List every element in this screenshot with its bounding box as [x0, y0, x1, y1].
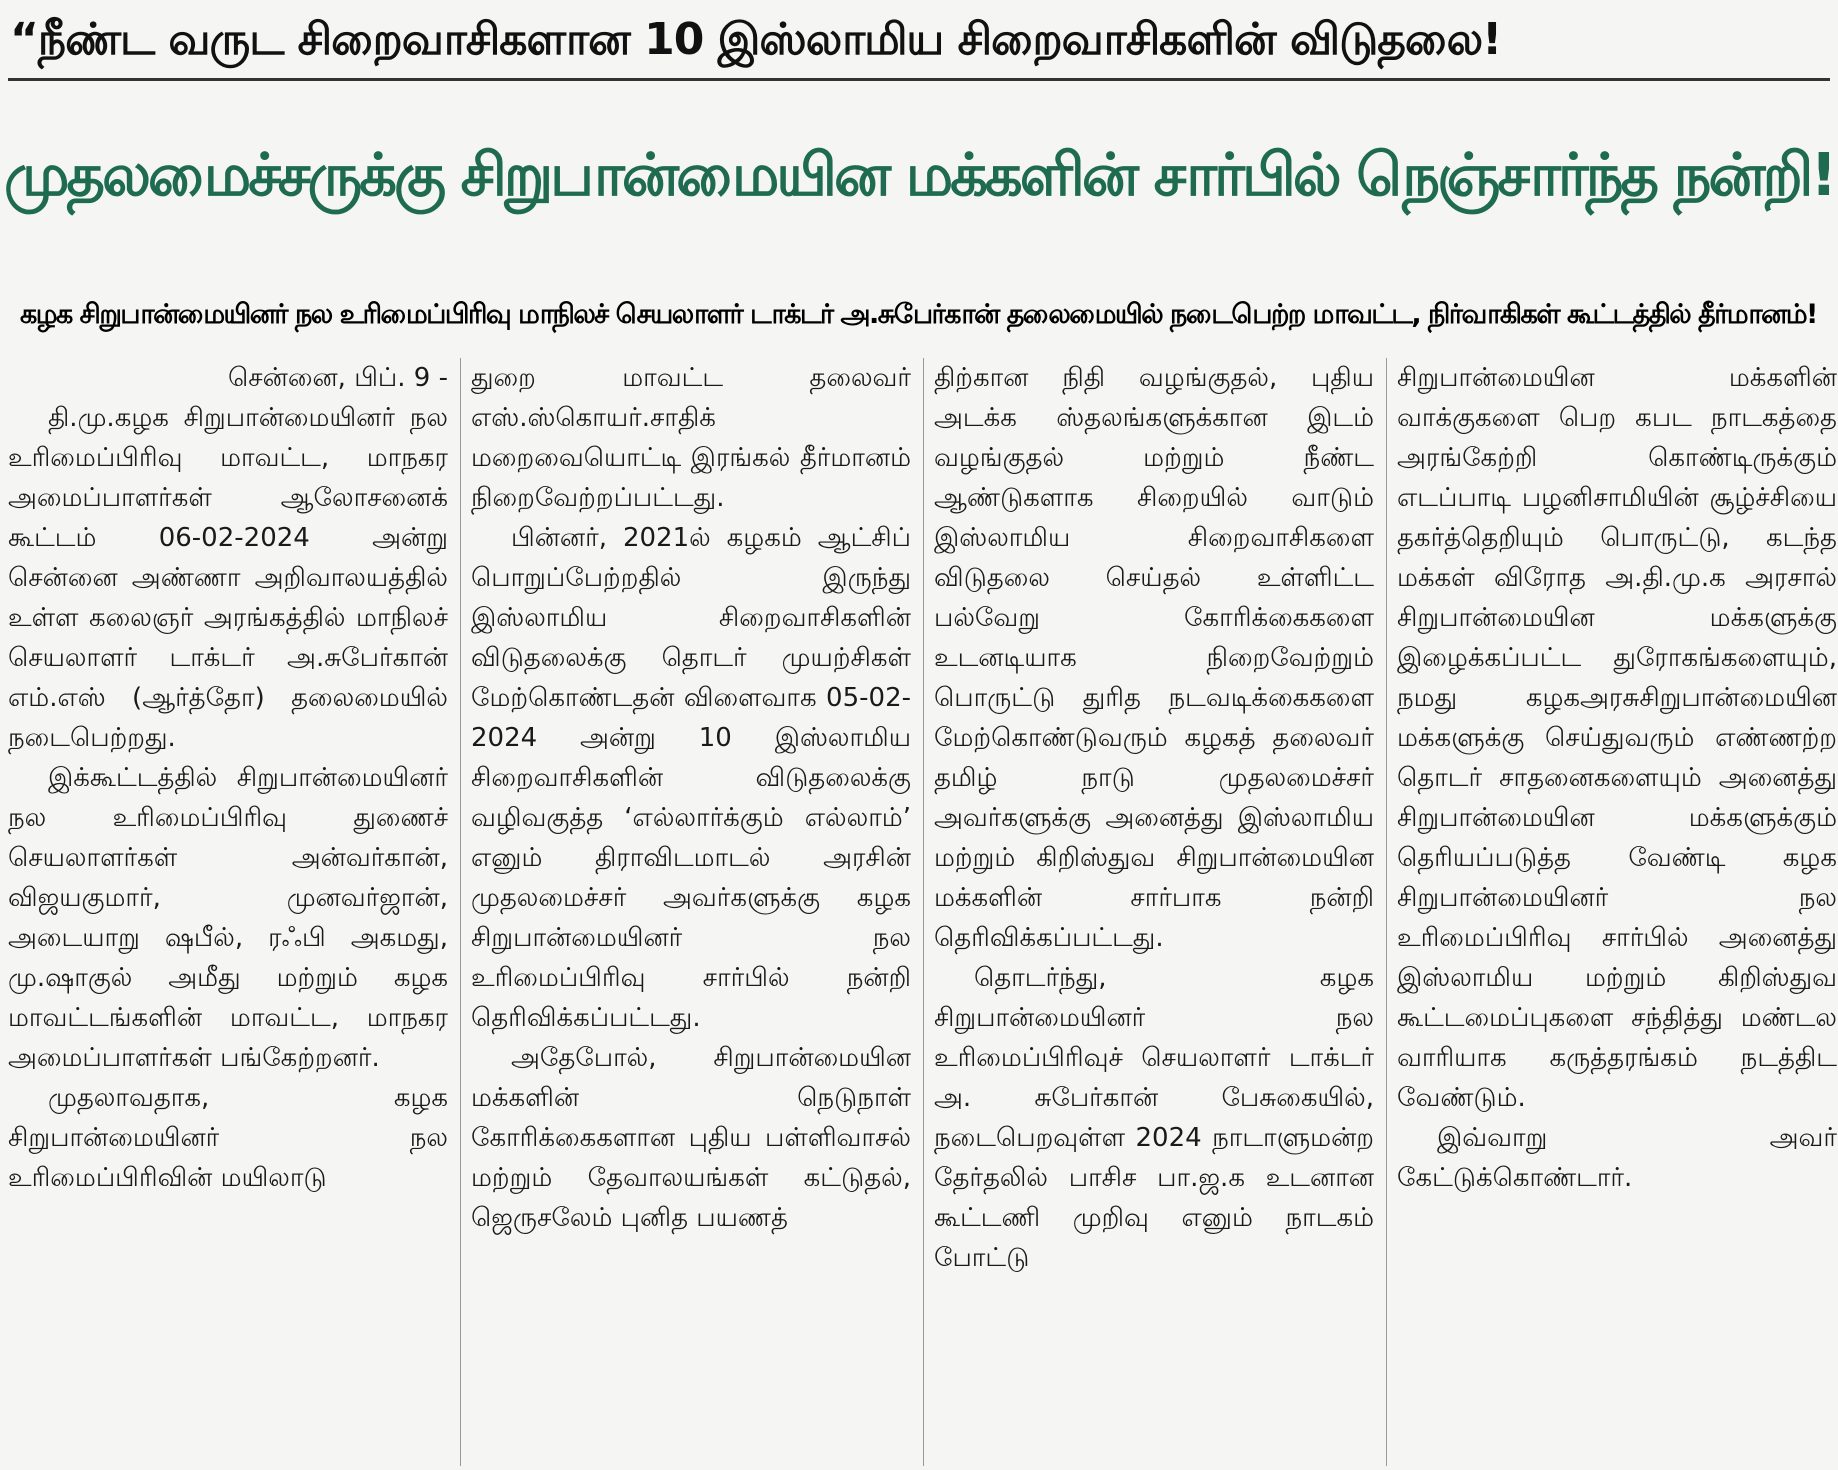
column-divider: [1386, 358, 1387, 1466]
paragraph: தி.மு.கழக சிறுபான்மையினர் நல உரிமைப்பிரிவு மாவட்ட, மாநகர அமைப்பாளர்கள் ஆலோசனைக் கூட்டம் 06-02-2024 அன்று சென்னை அண்ணா அறிவாலயத்தில் உள்ள கலைஞர் அரங்கத்தில் மாநிலச் செயலாளர் டாக்டர் அ.சுபேர்கான் எம்.எஸ் (ஆர்த்தோ) தலைமையில் நடைபெற்றது.: [8, 403, 448, 753]
sub-headline: கழக சிறுபான்மையினர் நல உரிமைப்பிரிவு மாநிலச் செயலாளர் டாக்டர் அ.சுபேர்கான் தலைமையில் நடைபெற்ற மாவட்ட, நிர்வாகிகள் கூட்டத்தில் தீர்மானம்!: [20, 299, 1817, 330]
article-column-2: [471, 358, 911, 1466]
column-divider: [460, 358, 461, 1466]
dateline: சென்னை, பிப். 9 -: [228, 363, 448, 393]
kicker-rule: [8, 78, 1830, 81]
paragraph: பின்னர், 2021ல் கழகம் ஆட்சிப் பொறுப்பேற்றதில் இருந்து இஸ்லாமிய சிறைவாசிகளின் விடுதலைக்கு தொடர் முயற்சிகள் மேற்கொண்டதன் விளைவாக 05-02-2024 அன்று 10 இஸ்லாமிய சிறைவாசிகளின் விடுதலைக்கு வழிவகுத்த ‘எல்லார்க்கும் எல்லாம்’ எனும் திராவிடமாடல் அரசின் முதலமைச்சர் அவர்களுக்கு கழக சிறுபான்மையினர் நல உரிமைப்பிரிவு சார்பில் நன்றி தெரிவிக்கப்பட்டது.: [471, 523, 911, 1033]
paragraph: துறை மாவட்ட தலைவர் எஸ்.ஸ்கொயர்.சாதிக் மறைவையொட்டி இரங்கல் தீர்மானம் நிறைவேற்றப்பட்டது.: [471, 363, 911, 513]
paragraph: தொடர்ந்து, கழக சிறுபான்மையினர் நல உரிமைப்பிரிவுச் செயலாளர் டாக்டர் அ. சுபேர்கான் பேசுகையில், நடைபெறவுள்ள 2024 நாடாளுமன்ற தேர்தலில் பாசிச பா.ஜ.க உடனான கூட்டணி முறிவு எனும் நாடகம் போட்டு: [934, 963, 1374, 1273]
article-body: [8, 358, 1837, 1466]
kicker-headline: “நீண்ட வருட சிறைவாசிகளான 10 இஸ்லாமிய சிறைவாசிகளின் விடுதலை!: [10, 14, 1502, 65]
paragraph: அதேபோல், சிறுபான்மையின மக்களின் நெடுநாள் கோரிக்கைகளான புதிய பள்ளிவாசல் மற்றும் தேவாலயங்கள் கட்டுதல், ஜெருசலேம் புனித பயணத்: [471, 1043, 911, 1233]
paragraph: திற்கான நிதி வழங்குதல், புதிய அடக்க ஸ்தலங்களுக்கான இடம் வழங்குதல் மற்றும் நீண்ட ஆண்டுகளாக சிறையில் வாடும் இஸ்லாமிய சிறைவாசிகளை விடுதலை செய்தல் உள்ளிட்ட பல்வேறு கோரிக்கைகளை உடனடியாக நிறைவேற்றும் பொருட்டு துரித நடவடிக்கைகளை மேற்கொண்டுவரும் கழகத் தலைவர் தமிழ் நாடு முதலமைச்சர் அவர்களுக்கு அனைத்து இஸ்லாமிய மற்றும் கிறிஸ்துவ சிறுபான்மையின மக்களின் சார்பாக நன்றி தெரிவிக்கப்பட்டது.: [934, 363, 1374, 953]
paragraph: முதலாவதாக, கழக சிறுபான்மையினர் நல உரிமைப்பிரிவின் மயிலாடு: [8, 1083, 448, 1193]
paragraph: சிறுபான்மையின மக்களின் வாக்குகளை பெற கபட நாடகத்தை அரங்கேற்றி கொண்டிருக்கும் எடப்பாடி பழனிசாமியின் சூழ்ச்சியை தகர்த்தெறியும் பொருட்டு, கடந்த மக்கள் விரோத அ.தி.மு.க அரசால் சிறுபான்மையின மக்களுக்கு இழைக்கப்பட்ட துரோகங்களையும், நமது கழகஅரசுசிறுபான்மையின மக்களுக்கு செய்துவரும் எண்ணற்ற தொடர் சாதனைகளையும் அனைத்து சிறுபான்மையின மக்களுக்கும் தெரியப்படுத்த வேண்டி கழக சிறுபான்மையினர் நல உரிமைப்பிரிவு சார்பில் அனைத்து இஸ்லாமிய மற்றும் கிறிஸ்துவ கூட்டமைப்புகளை சந்தித்து மண்டல வாரியாக கருத்தரங்கம் நடத்திட வேண்டும்.: [1397, 363, 1837, 1113]
paragraph: இக்கூட்டத்தில் சிறுபான்மையினர் நல உரிமைப்பிரிவு துணைச் செயலாளர்கள் அன்வர்கான், விஜயகுமார், முனவர்ஜான், அடையாறு ஷபீல், ரஃபி அகமது, மு.ஷாகுல் அமீது மற்றும் கழக மாவட்டங்களின் மாவட்ட, மாநகர அமைப்பாளர்கள் பங்கேற்றனர்.: [8, 763, 448, 1073]
closing-line: இவ்வாறு அவர் கேட்டுக்கொண்டார்.: [1397, 1123, 1837, 1193]
article-column-4: [1397, 358, 1837, 1466]
column-divider: [923, 358, 924, 1466]
article-column-3: [934, 358, 1374, 1466]
main-headline: முதலமைச்சருக்கு சிறுபான்மையின மக்களின் சார்பில் நெஞ்சார்ந்த நன்றி!: [4, 140, 1835, 209]
article-column-1: [8, 358, 448, 1466]
